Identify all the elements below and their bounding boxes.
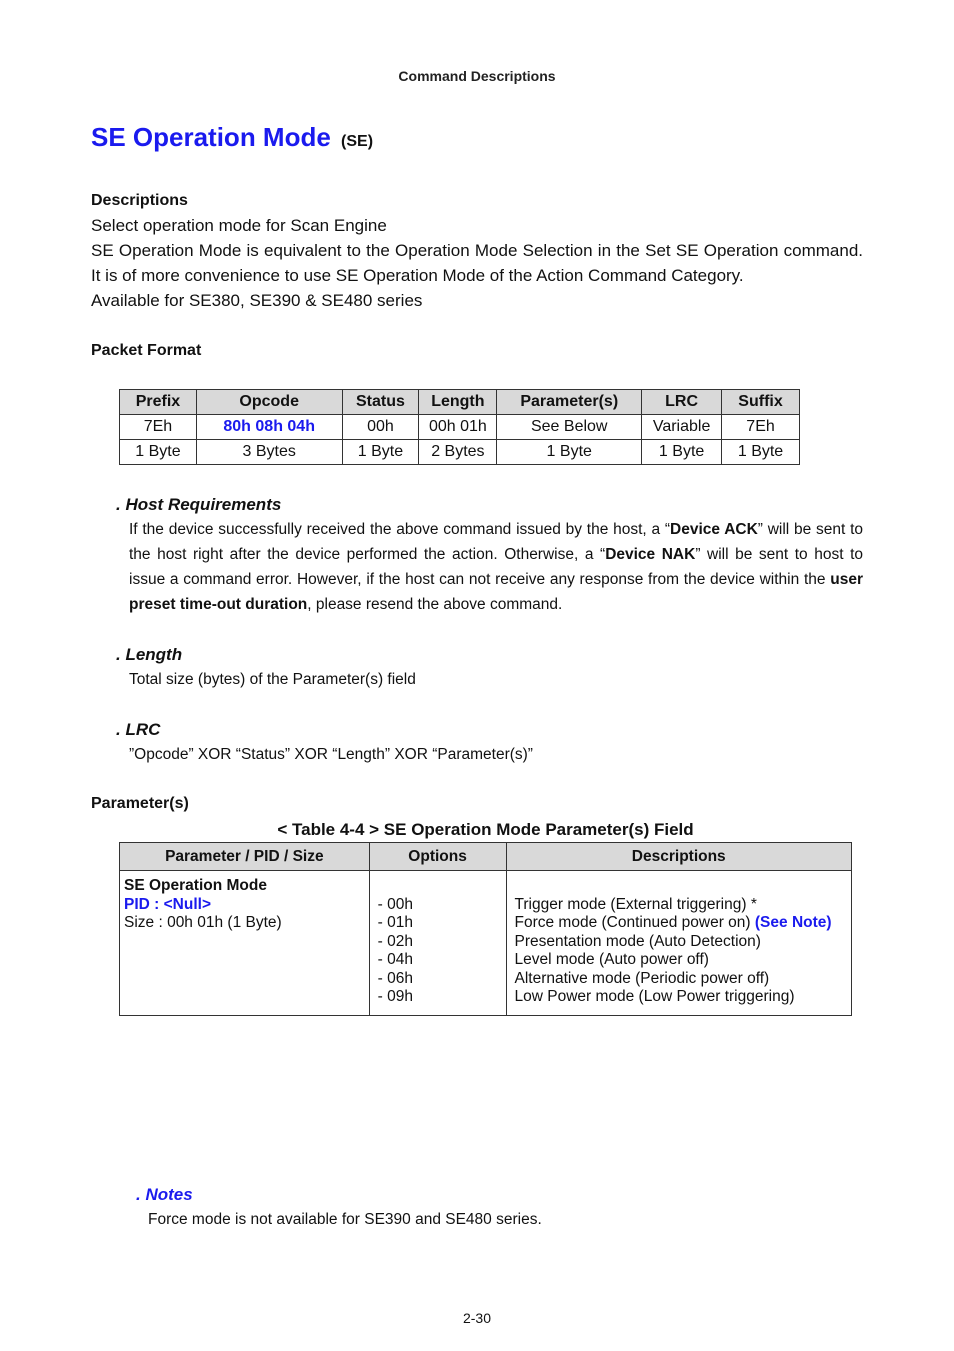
packet-size-cell: 1 Byte <box>497 440 642 465</box>
descriptions-cell <box>506 871 852 1016</box>
notes-heading: . Notes <box>136 1185 193 1204</box>
host-text-part: , please resend the above command. <box>307 596 563 613</box>
title-text: SE Operation Mode <box>91 122 331 152</box>
notes-text: Force mode is not available for SE390 and SE480 series. <box>148 1211 542 1228</box>
parameters-heading: Parameter(s) <box>91 795 189 812</box>
packet-header-cell: Status <box>342 390 419 415</box>
parameters-header-cell: Options <box>369 843 506 871</box>
title-abbr: (SE) <box>341 133 374 150</box>
option-value: - 02h <box>377 932 413 950</box>
parameter-pid: PID : <Null> <box>124 895 211 913</box>
parameters-table <box>119 842 852 1016</box>
descriptions-availability: Available for SE380, SE390 & SE480 series <box>91 291 423 310</box>
packet-header-cell: Opcode <box>196 390 342 415</box>
packet-value-cell: See Below <box>497 415 642 440</box>
packet-size-cell: 2 Bytes <box>419 440 497 465</box>
lrc-heading: . LRC <box>116 720 161 739</box>
packet-value-cell: 7Eh <box>120 415 197 440</box>
descriptions-heading: Descriptions <box>91 192 188 209</box>
packet-header-cell: Length <box>419 390 497 415</box>
running-head: Command Descriptions <box>398 68 556 84</box>
option-description: Low Power mode (Low Power triggering) <box>514 988 795 1005</box>
host-text-part: ” will be sent to host to issue a command error. However, if the host can not receive any response from the device within the <box>129 546 864 588</box>
option-description: Presentation mode (Auto Detection) <box>514 932 761 950</box>
host-requirements-heading: . Host Requirements <box>116 495 282 514</box>
timeout-term: user preset time-out duration <box>129 571 863 613</box>
descriptions-line1: Select operation mode for Scan Engine <box>91 216 387 235</box>
page-number: 2-30 <box>462 1310 492 1326</box>
packet-size-cell: 1 Byte <box>642 440 722 465</box>
packet-format-table <box>119 389 800 465</box>
page-title <box>91 122 373 153</box>
packet-value-cell: 00h 01h <box>419 415 497 440</box>
packet-value-cell: 00h <box>342 415 419 440</box>
option-description: Trigger mode (External triggering) * <box>514 895 757 913</box>
option-value: - 06h <box>377 969 413 987</box>
option-value: - 04h <box>377 951 413 968</box>
packet-value-cell: Variable <box>642 415 722 440</box>
packet-size-row <box>120 440 800 465</box>
parameters-header-cell: Parameter / PID / Size <box>120 843 370 871</box>
packet-header-cell: Prefix <box>120 390 197 415</box>
packet-size-cell: 1 Byte <box>120 440 197 465</box>
packet-size-cell: 3 Bytes <box>196 440 342 465</box>
parameters-header-cell: Descriptions <box>506 843 852 871</box>
table-row <box>120 871 852 1016</box>
packet-header-cell: Parameter(s) <box>497 390 642 415</box>
descriptions-paragraph: SE Operation Mode is equivalent to the Operation Mode Selection in the Set SE Operation command. It is of more convenience to use SE Operation Mode of the Action Command Category. <box>91 241 863 285</box>
host-text-part: If the device successfully received the above command issued by the host, a “ <box>129 521 671 538</box>
option-value: - 01h <box>377 914 413 931</box>
packet-header-row <box>120 390 800 415</box>
option-value: - 09h <box>377 988 413 1005</box>
length-text: Total size (bytes) of the Parameter(s) field <box>129 671 416 688</box>
packet-size-cell: 1 Byte <box>722 440 800 465</box>
packet-value-cell: 7Eh <box>722 415 800 440</box>
packet-header-cell: LRC <box>642 390 722 415</box>
packet-header-cell: Suffix <box>722 390 800 415</box>
option-description: Force mode (Continued power on) <box>514 914 751 931</box>
parameters-header-row <box>120 843 852 871</box>
table-caption: < Table 4-4 > SE Operation Mode Parameter(s) Field <box>277 820 694 839</box>
packet-format-heading: Packet Format <box>91 342 202 359</box>
packet-size-cell: 1 Byte <box>342 440 419 465</box>
option-description: Level mode (Auto power off) <box>514 951 709 968</box>
option-description-force <box>515 914 848 933</box>
packet-value-row <box>120 415 800 440</box>
option-value: - 00h <box>377 895 413 913</box>
device-nak-term: Device NAK <box>605 546 696 563</box>
packet-opcode-cell: 80h 08h 04h <box>196 415 342 440</box>
descriptions-block <box>91 213 863 313</box>
parameter-size: Size : 00h 01h (1 Byte) <box>124 914 282 931</box>
length-heading: . Length <box>116 645 183 664</box>
parameter-name: SE Operation Mode <box>124 877 267 894</box>
device-ack-term: Device ACK <box>670 521 758 538</box>
see-note-link: (See Note) <box>754 914 832 931</box>
lrc-text: ”Opcode” XOR “Status” XOR “Length” XOR “Parameter(s)” <box>129 746 533 763</box>
options-cell <box>369 871 506 1016</box>
host-requirements-text <box>129 517 863 617</box>
parameter-cell <box>120 871 370 1016</box>
host-text-part: ” will be sent to the host right after the device performed the action. Otherwise, a “ <box>129 521 863 563</box>
option-description: Alternative mode (Periodic power off) <box>514 969 770 987</box>
